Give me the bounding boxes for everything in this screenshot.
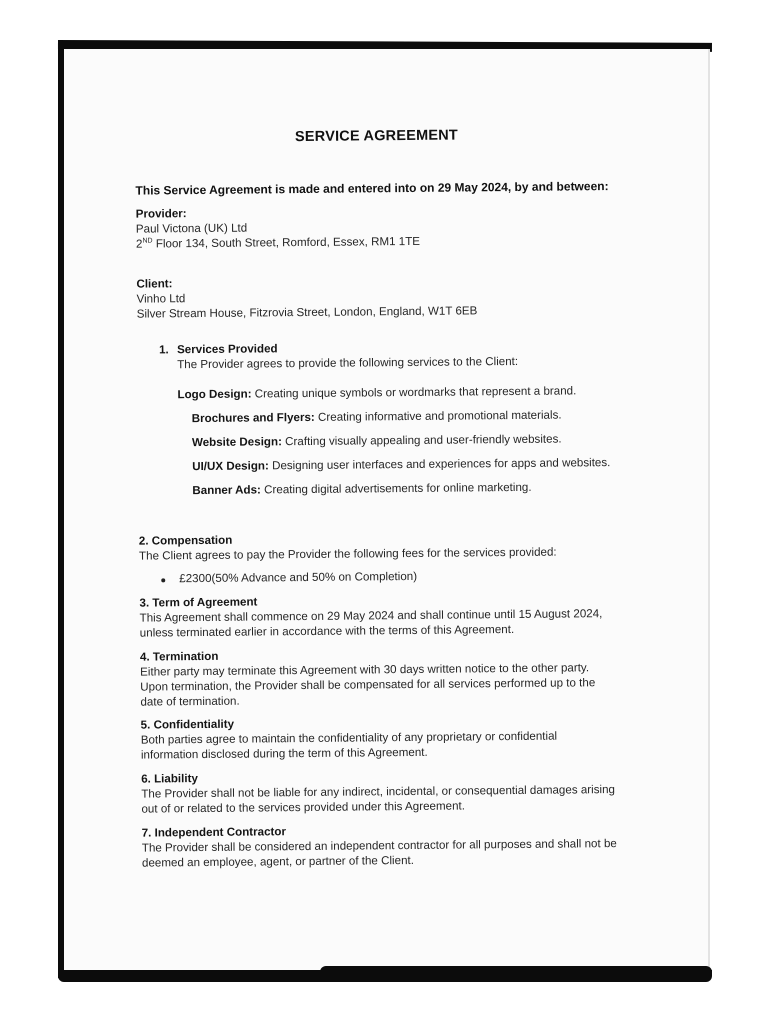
document-content	[60, 45, 715, 972]
service-item-brochures	[192, 409, 562, 427]
service-desc: Creating digital advertisements for online marketing.	[260, 480, 532, 497]
service-desc: Creating unique symbols or wordmarks that represent a brand.	[251, 384, 577, 401]
section-6-heading: 6. Liability	[141, 772, 198, 786]
section-2-text: The Client agrees to pay the Provider the following fees for the services provided:	[138, 545, 557, 563]
section-7-heading: 7. Independent Contractor	[141, 825, 287, 840]
service-item-uiux-design	[192, 456, 610, 474]
service-desc: Crafting visually appealing and user-friendly websites.	[281, 432, 562, 449]
provider-address-rest: Floor 134, South Street, Romford, Essex, RM1 1TE	[152, 234, 421, 251]
section-1-intro: The Provider agrees to provide the following services to the Client:	[177, 354, 519, 372]
service-name: Banner Ads:	[192, 483, 261, 498]
service-name: Website Design:	[191, 435, 282, 450]
service-name: Brochures and Flyers:	[191, 410, 315, 426]
section-4-line-1: Either party may terminate this Agreement with 30 days written notice to the other party.	[140, 661, 590, 679]
section-1-heading: Services Provided	[176, 342, 278, 357]
section-1-number: 1.	[158, 343, 169, 357]
service-name: UI/UX Design:	[192, 459, 269, 474]
client-label: Client:	[136, 277, 173, 291]
document-title: SERVICE AGREEMENT	[294, 127, 459, 146]
section-3-heading: 3. Term of Agreement	[139, 595, 258, 610]
section-3-line-2: unless terminated earlier in accordance with the terms of this Agreement.	[139, 622, 515, 640]
service-item-website-design	[192, 433, 562, 451]
section-7-line-2: deemed an employee, agent, or partner of the Client.	[141, 853, 415, 870]
section-7-line-1: The Provider shall be considered an independent contractor for all purposes and shall not be	[141, 837, 617, 855]
section-4-heading: 4. Termination	[139, 649, 219, 664]
scan-bottom-edge	[58, 970, 712, 982]
document-page	[64, 49, 710, 970]
section-6-line-1: The Provider shall not be liable for any indirect, incidental, or consequential damages arising	[141, 783, 616, 801]
bullet-icon	[161, 578, 165, 582]
service-desc: Designing user interfaces and experiences for apps and websites.	[268, 456, 611, 473]
section-5-heading: 5. Confidentiality	[140, 717, 235, 732]
section-4-line-2: Upon termination, the Provider shall be compensated for all services performed up to the	[140, 676, 596, 694]
section-6-line-2: out of or related to the services provided under this Agreement.	[141, 799, 466, 816]
intro-line: This Service Agreement is made and entered into on 29 May 2024, by and between:	[135, 179, 609, 198]
compensation-amount: £2300(50% Advance and 50% on Completion)	[179, 569, 418, 586]
client-address: Silver Stream House, Fitzrovia Street, London, England, W1T 6EB	[136, 304, 478, 321]
provider-address-number: 2	[135, 237, 143, 251]
provider-name: Paul Victona (UK) Ltd	[135, 221, 248, 236]
section-3-line-1: This Agreement shall commence on 29 May 2024 and shall continue until 15 August 2024,	[139, 607, 603, 625]
section-5-line-2: information disclosed during the term of this Agreement.	[140, 745, 428, 762]
service-desc: Creating informative and promotional materials.	[314, 408, 562, 424]
provider-label: Provider:	[135, 207, 187, 221]
service-item-banner-ads	[192, 481, 531, 498]
section-4-line-3: date of termination.	[140, 694, 240, 709]
client-name: Vinho Ltd	[136, 292, 186, 306]
provider-address	[136, 235, 420, 252]
section-5-line-1: Both parties agree to maintain the confidentiality of any proprietary or confidential	[140, 729, 558, 747]
section-2-heading: 2. Compensation	[138, 533, 233, 548]
service-item-logo-design	[177, 384, 576, 402]
service-name: Logo Design:	[177, 387, 252, 402]
provider-address-superscript: ND	[142, 237, 153, 245]
